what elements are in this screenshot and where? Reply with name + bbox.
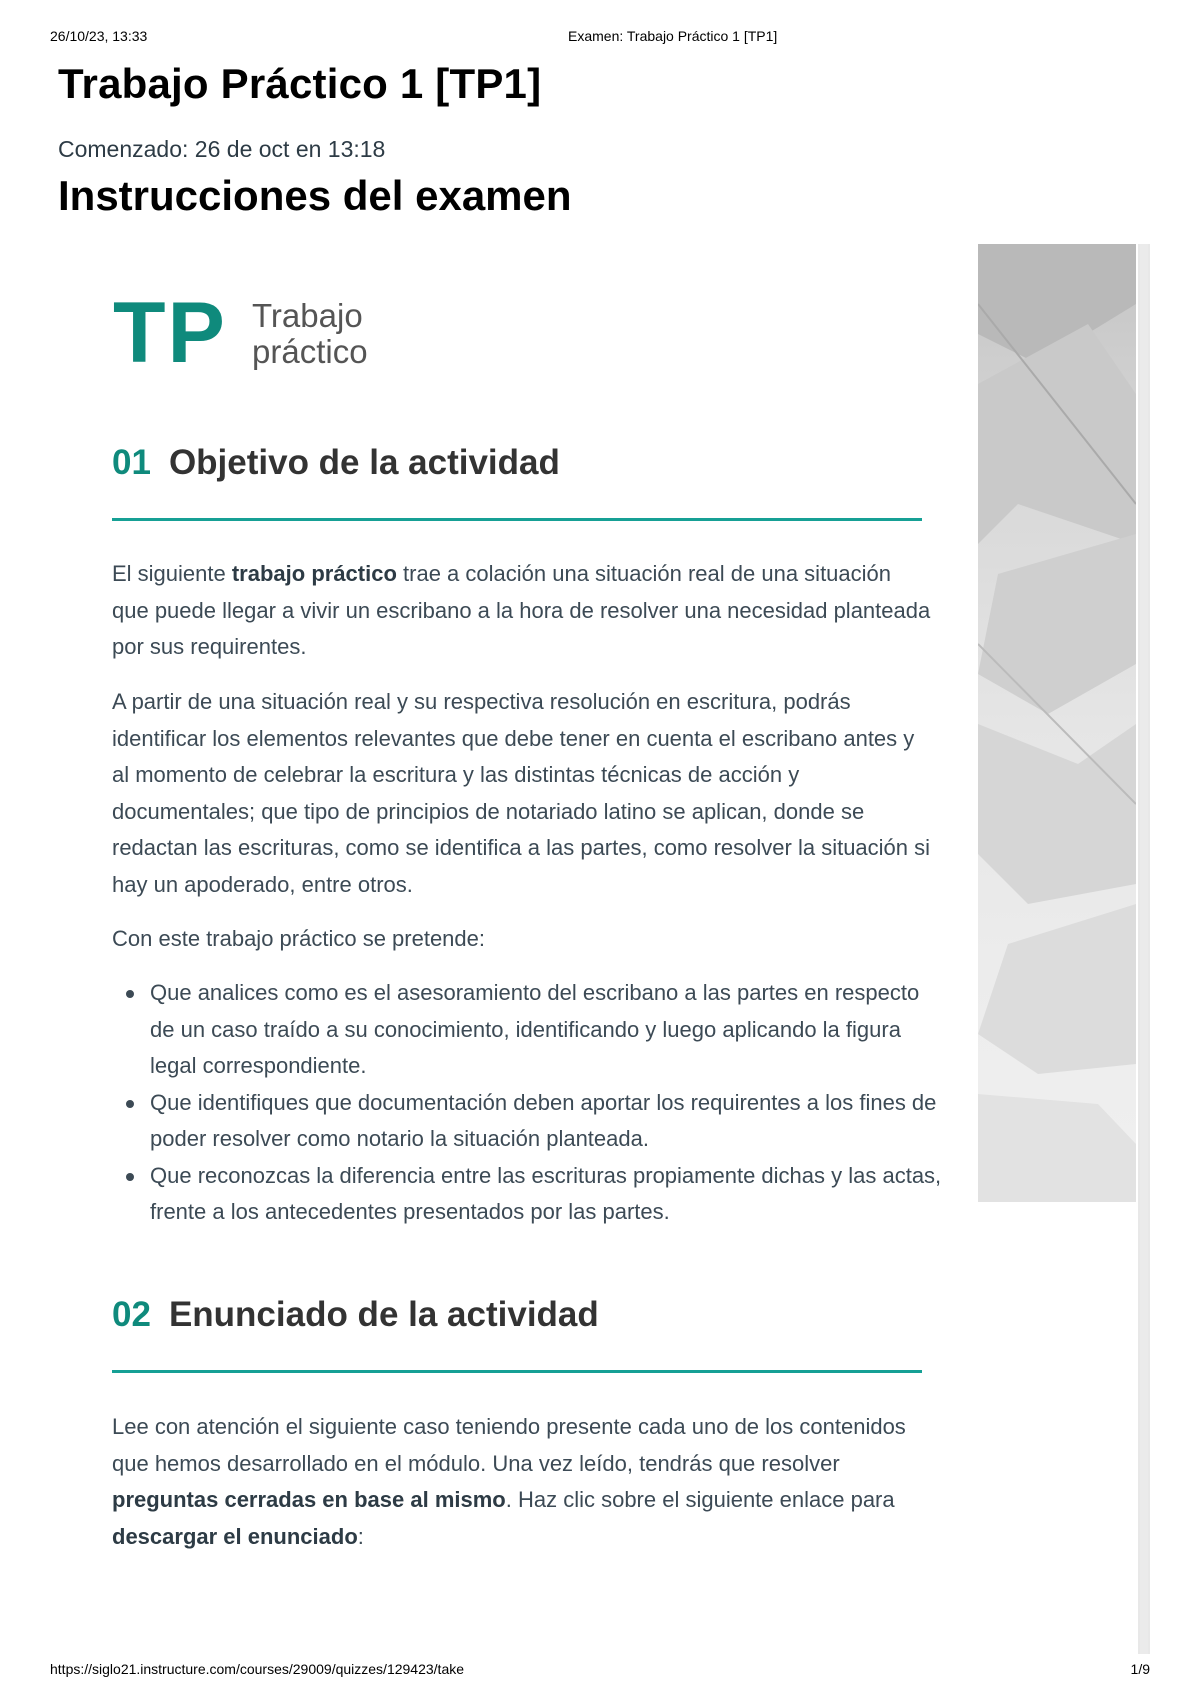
text-run: trae a colación una situación real de una situación que puede llegar a vivir un escribano a la hora de resolver una necesidad planteada por sus requirentes. bbox=[112, 561, 931, 659]
print-footer bbox=[50, 1661, 1150, 1681]
list-item: Que analices como es el asesoramiento del escribano a las partes en respecto de un caso traído a su conocimiento, identificando y luego aplicando la figura legal correspondiente. bbox=[112, 975, 942, 1085]
objetivos-list bbox=[112, 975, 942, 1231]
bold-text: descargar el enunciado bbox=[112, 1523, 358, 1549]
text-run: Lee con atención el siguiente caso teniendo presente cada uno de los contenidos que hemos desarrollado en el módulo. Una vez leído, tendrás que resolver bbox=[112, 1414, 906, 1476]
list-item: Que reconozcas la diferencia entre las escrituras propiamente dichas y las actas, frente a los antecedentes presentados por las partes. bbox=[112, 1158, 942, 1231]
enunciado-paragraph bbox=[112, 1409, 932, 1555]
started-timestamp: Comenzado: 26 de oct en 13:18 bbox=[58, 136, 386, 162]
decorative-architecture-image bbox=[978, 244, 1136, 1202]
section-heading-objetivo bbox=[112, 443, 560, 483]
print-document-title: Examen: Trabajo Práctico 1 [TP1] bbox=[568, 28, 778, 44]
section-number: 01 bbox=[112, 443, 151, 482]
page-number: 1/9 bbox=[1130, 1661, 1150, 1677]
tp-logo-word-line1: Trabajo bbox=[252, 297, 363, 334]
text-run: . Haz clic sobre el siguiente enlace para bbox=[505, 1487, 895, 1512]
objetivo-paragraph-2: A partir de una situación real y su respectiva resolución en escritura, podrás identificar los elementos relevantes que debe tener en cuenta el escribano antes y al momento de celebrar la escritura y las distintas técnicas de acción y documentales; que tipo de principios de notariado latino se aplican, donde se redactan las escrituras, como se identifica a las partes, como resolver la situación si hay un apoderado, entre otros. bbox=[112, 689, 931, 897]
scrollbar-thumb[interactable] bbox=[1140, 244, 1148, 1654]
objetivo-paragraph-1 bbox=[112, 556, 932, 666]
objetivo-paragraph-3: Con este trabajo práctico se pretende: bbox=[112, 926, 486, 951]
tp-logo-word-line2: práctico bbox=[252, 333, 368, 370]
text-run: : bbox=[357, 1523, 364, 1549]
section-heading-text: Enunciado de la actividad bbox=[168, 1295, 599, 1334]
section-heading-enunciado bbox=[112, 1295, 599, 1335]
bold-text: preguntas cerradas en base al mismo bbox=[112, 1487, 506, 1512]
section-divider bbox=[112, 518, 922, 521]
section-heading-text: Objetivo de la actividad bbox=[168, 443, 560, 482]
section-number: 02 bbox=[112, 1295, 151, 1334]
content-scrollbar[interactable] bbox=[1138, 244, 1150, 1654]
bold-text: trabajo práctico bbox=[231, 561, 397, 586]
list-item: Que identifiques que documentación deben aportar los requirentes a los fines de poder resolver como notario la situación planteada. bbox=[112, 1085, 942, 1158]
text-run: El siguiente bbox=[112, 561, 232, 586]
print-url: https://siglo21.instructure.com/courses/29009/quizzes/129423/take bbox=[50, 1661, 465, 1677]
instructions-title: Instrucciones del examen bbox=[58, 172, 572, 219]
print-header bbox=[50, 28, 1150, 48]
section-divider bbox=[112, 1370, 922, 1373]
page-title: Trabajo Práctico 1 [TP1] bbox=[58, 60, 542, 107]
tp-logo-mark: TP bbox=[113, 285, 227, 381]
print-datetime: 26/10/23, 13:33 bbox=[50, 28, 148, 44]
tp-logo-word bbox=[252, 298, 368, 370]
